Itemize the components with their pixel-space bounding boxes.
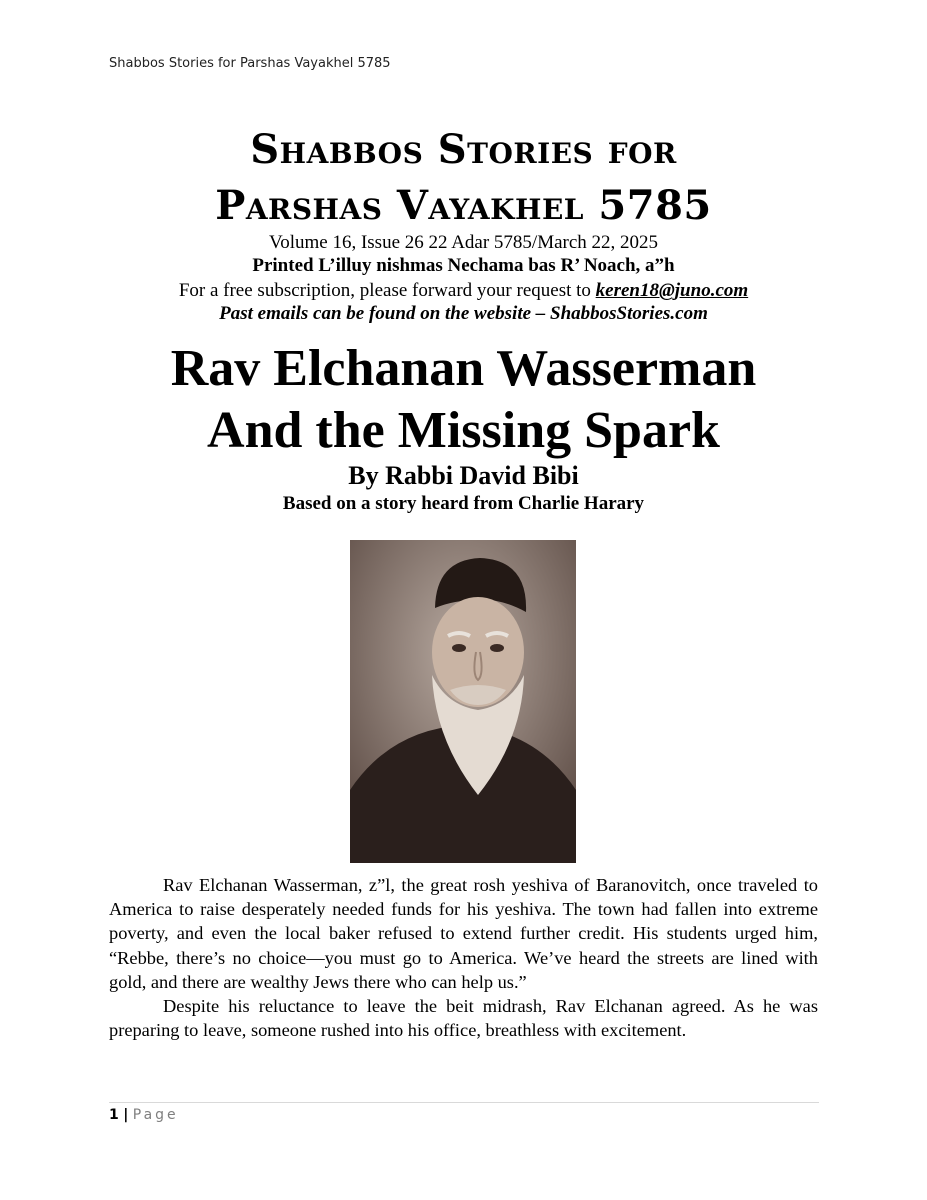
page-number: 1 bbox=[109, 1107, 119, 1123]
page-footer bbox=[109, 1107, 179, 1123]
volume-issue-date: Volume 16, Issue 26 22 Adar 5785/March 22, 2025 bbox=[268, 232, 659, 253]
article-body bbox=[109, 873, 818, 1042]
article-title bbox=[0, 338, 927, 462]
article-source-note: Based on a story heard from Charlie Harary bbox=[282, 493, 645, 514]
article-title-line1: Rav Elchanan Wasserman bbox=[170, 340, 757, 397]
newsletter-title bbox=[0, 122, 927, 234]
subscription-email-link[interactable]: keren18@juno.com bbox=[595, 280, 749, 301]
newsletter-title-line2: Parshas Vayakhel 5785 bbox=[215, 182, 712, 229]
running-header: Shabbos Stories for Parshas Vayakhel 5785 bbox=[109, 56, 391, 71]
portrait-photo bbox=[350, 540, 576, 863]
newsletter-title-line1: Shabbos Stories for bbox=[250, 126, 677, 173]
footer-separator: | bbox=[123, 1107, 129, 1123]
article-byline: By Rabbi David Bibi bbox=[348, 461, 579, 490]
subscription-text: For a free subscription, please forward your request to bbox=[178, 280, 596, 301]
portrait-illustration bbox=[350, 540, 576, 863]
dedication-line: Printed L’illuy nishmas Nechama bas R’ Noach, a”h bbox=[252, 255, 675, 276]
page-label: Page bbox=[132, 1107, 179, 1123]
footer-divider bbox=[109, 1102, 819, 1103]
past-emails-line: Past emails can be found on the website – ShabbosStories.com bbox=[219, 303, 708, 324]
article-paragraph-2: Despite his reluctance to leave the beit midrash, Rav Elchanan agreed. As he was preparing to leave, someone rushed into his office, breathless with excitement. bbox=[109, 996, 818, 1041]
article-title-line2: And the Missing Spark bbox=[207, 402, 720, 459]
article-paragraph-1: Rav Elchanan Wasserman, z”l, the great rosh yeshiva of Baranovitch, once traveled to America to raise desperately needed funds for his yeshiva. The town had fallen into extreme poverty, and even the local baker refused to extend further credit. His students urged him, “Rebbe, there’s no choice—you must go to America. We’ve heard the streets are lined with gold, and there are wealthy Jews there who can help us.” bbox=[109, 875, 818, 992]
subscription-line bbox=[0, 280, 927, 302]
